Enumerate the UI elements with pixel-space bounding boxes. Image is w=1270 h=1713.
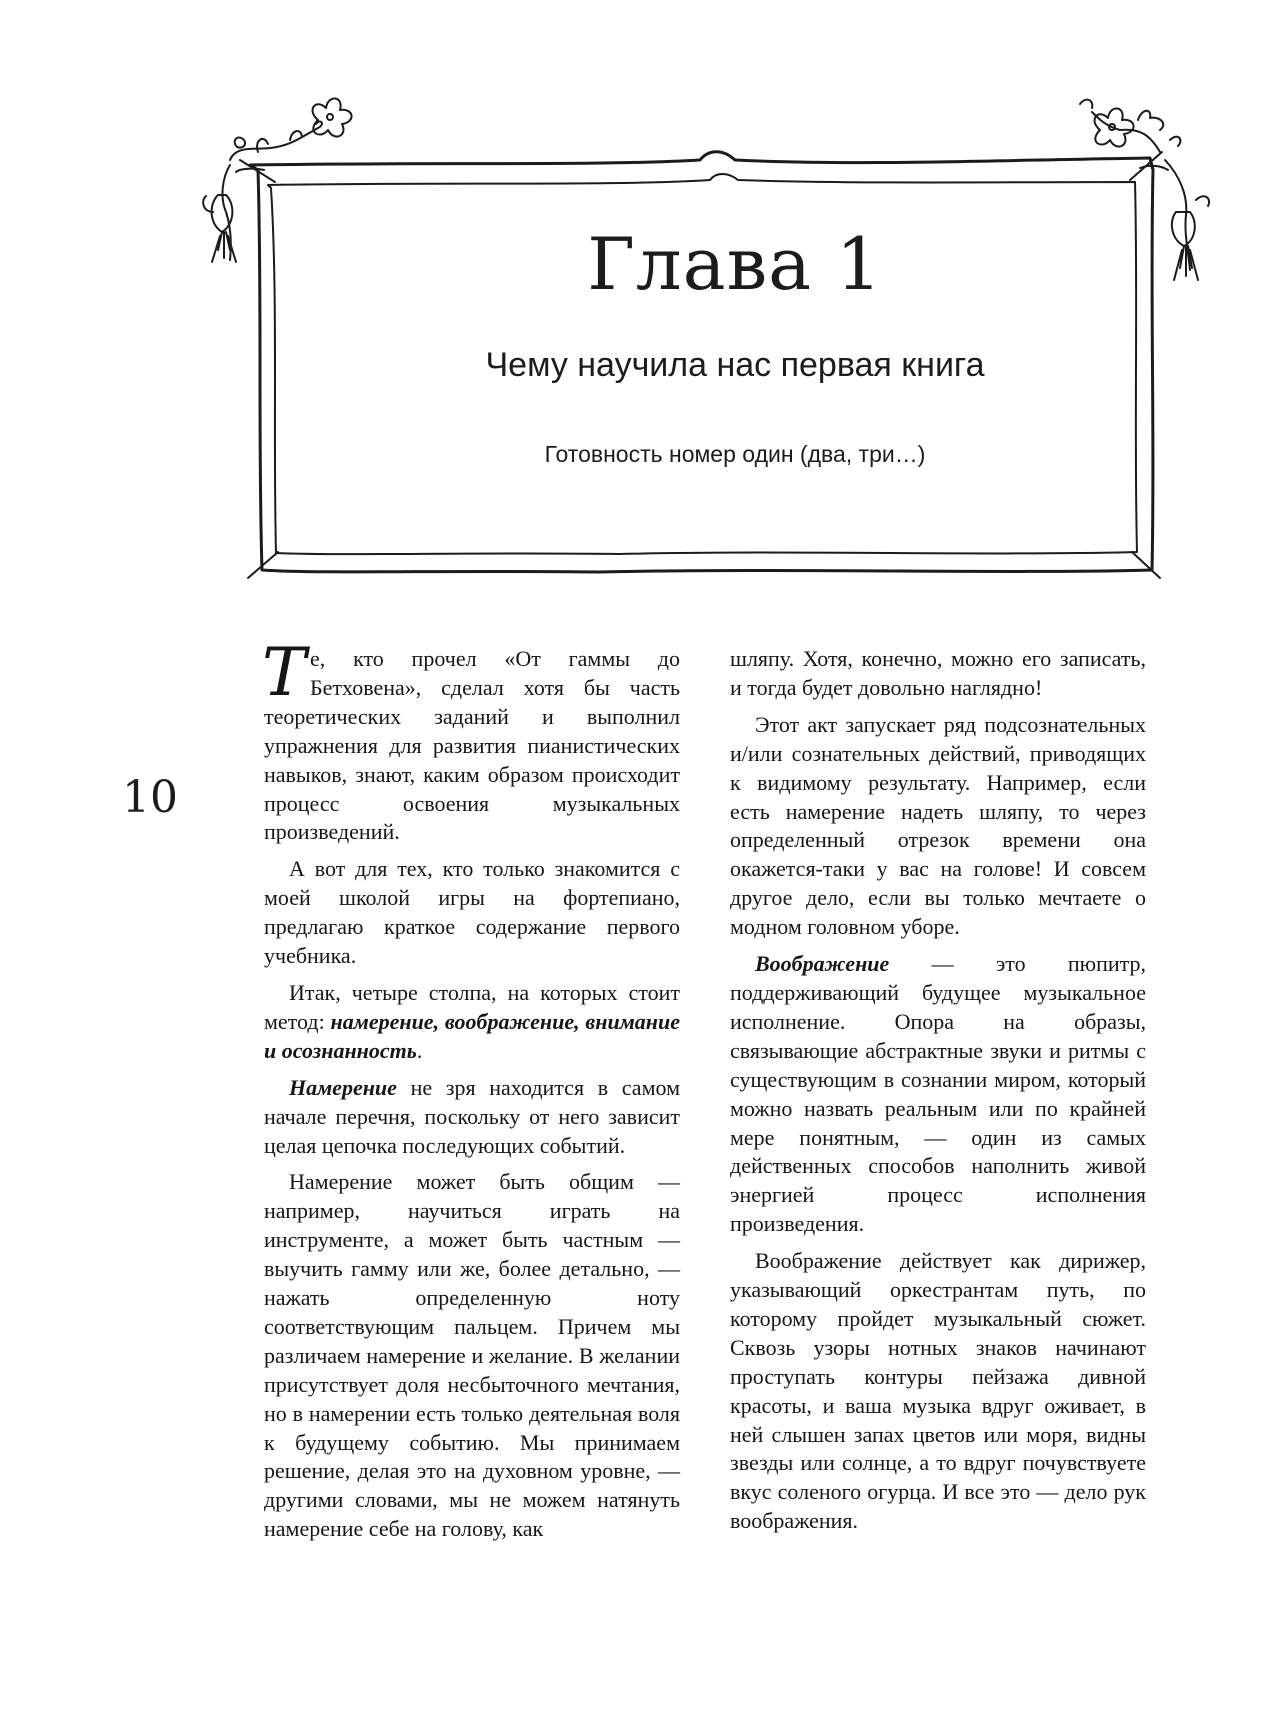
chapter-title: Глава 1 — [587, 222, 883, 306]
paragraph-text: е, кто прочел «От гаммы до Бетховена», сделал хотя бы часть теоретических заданий и выполнил упражнения для развития пианистических навыков, знают, каким образом происходит процесс освоения музыкальных произведений. — [264, 646, 680, 845]
paragraph: шляпу. Хотя, конечно, можно его записать, и тогда будет довольно наглядно! — [730, 646, 1146, 700]
text-column-right — [730, 645, 1146, 1544]
paragraph — [730, 950, 1146, 1239]
chapter-tagline: Готовность номер один (два, три…) — [544, 441, 926, 467]
hanging-flower-icon-right — [1165, 160, 1209, 280]
key-terms: намерение, воображение, внимание и осознанность — [264, 1008, 681, 1063]
flower-icon-right — [1080, 100, 1180, 152]
paragraph: Намерение может быть общим — например, научиться играть на инструменте, а может быть частным — выучить гамму или же, более детально, — нажать определенную ноту соответствующим пальцем. Причем мы различаем намерение и желание. В желании присутствует доля несбыточного мечтания, но в намерении есть только деятельная воля к будущему событию. Мы принимаем решение, делая это на духовном уровне, — другими словами, мы не можем натянуть намерение себе на голову, как — [264, 1169, 680, 1542]
page-number: 10 — [122, 772, 178, 823]
paragraph: Этот акт запускает ряд подсознательных и/или сознательных действий, приводящих к видимому результату. Например, если есть намерение надеть шляпу, то через определенный отрезок времени она окажется-таки у вас на голове! И совсем другое дело, если вы только мечтаете о модном головном уборе. — [730, 711, 1146, 940]
paragraph: А вот для тех, кто только знакомится с моей школой игры на фортепиано, предлагаю краткое содержание первого учебника. — [264, 856, 680, 969]
paragraph-text: — это пюпитр, поддерживающий будущее музыкальное исполнение. Опора на образы, связывающие абстрактные звуки и ритмы с существующим в сознании миром, который можно назвать реальным или по крайней мере понятным, — один из самых действенных способов наполнить живой энергией процесс исполнения произведения. — [730, 951, 1146, 1237]
paragraph — [264, 979, 680, 1066]
key-term: Намерение — [289, 1074, 397, 1100]
hanging-flower-icon-left — [203, 165, 236, 262]
chapter-subtitle: Чему научила нас первая книга — [485, 346, 985, 384]
drop-cap: Т — [262, 634, 307, 711]
flower-icon-left — [230, 98, 352, 160]
paragraph-end: . — [416, 1037, 423, 1063]
paragraph-text: Итак, четыре столпа, на которых стоит метод: — [264, 979, 680, 1034]
paragraph — [262, 634, 680, 847]
paragraph-text: не зря находится в самом начале перечня, поскольку от него зависит целая цепочка последующих событий. — [264, 1074, 680, 1158]
key-term: Воображение — [755, 951, 890, 977]
paragraph: Воображение действует как дирижер, указывающий оркестрантам путь, по которому пройдет музыкальный сюжет. Сквозь узоры нотных знаков начинают проступать контуры пейзажа дивной красоты, и ваша музыка вдруг оживает, в ней слышен запах цветов или моря, видны звезды или солнце, а то вдруг почувствуете вкус соленого огурца. И все это — дело рук воображения. — [730, 1248, 1146, 1534]
text-column-left — [262, 634, 681, 1552]
paragraph — [264, 1074, 680, 1161]
